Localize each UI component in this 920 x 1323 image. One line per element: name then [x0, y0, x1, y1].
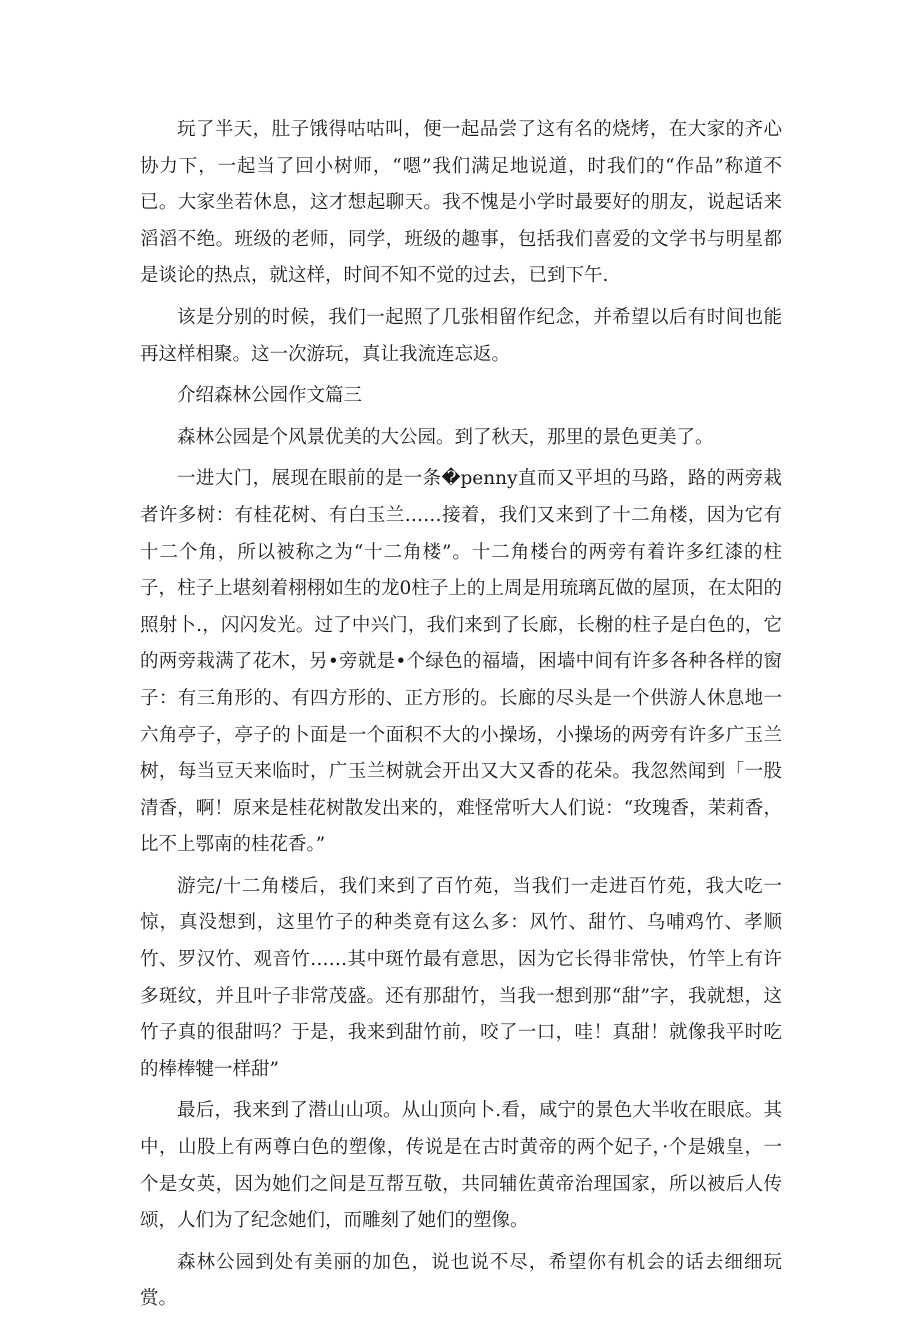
section-title: 介绍森林公园作文篇三 [177, 385, 363, 407]
paragraph: 玩了半天，肚子饿得咕咕叫，便一起品尝了这有名的烧烤，在大家的齐心协力下，一起当了回小树师，“嗯”我们满足地说道，时我们的“作品”称道不已。大家坐若休息，这才想起聊天。我不愧是小学时最要好的朋友，说起话来滔滔不绝。班级的老师，同学，班级的趣事，包括我们喜爱的文学书与明星都是谈论的热点，就这样，时间不知不觉的过去，已到下午. [140, 119, 782, 287]
document-body [140, 112, 782, 1323]
paragraph: 该是分别的时候，我们一起照了几张相留作纪念，并希望以后有时间也能再这样相聚。这一次游玩，真让我流连忘返。 [140, 306, 782, 365]
paragraph: 森林公园到处有美丽的加色，说也说不尽，希望你有机会的话去细细玩赏。 [140, 1251, 782, 1310]
paragraph: 最后，我来到了潜山山项。从山顶向卜.看，咸宁的景色大半收在眼底。其中，山股上有两尊白色的塑像，传说是在古时黄帝的两个妃子，·个是娥皇，一个是女英，因为她们之间是互帮互敬，共同辅佐黄帝治理国家，所以被后人传颂，人们为了纪念她们，而雕刻了她们的塑像。 [140, 1100, 782, 1232]
paragraph: 森林公园是个风景优美的大公园。到了秋天，那里的景色更美了。 [177, 426, 714, 448]
paragraph: 游完/十二角楼后，我们来到了百竹苑，当我们一走进百竹苑，我大吃一惊，真没想到，这里竹子的种类竟有这么多：风竹、甜竹、乌哺鸡竹、孝顺竹、罗汉竹、观音竹……其中斑竹最有意思，因为它长得非常快，竹竿上有许多斑纹，并且叶子非常茂盛。还有那甜竹，当我一想到那“甜”字，我就想，这竹子真的很甜吗？于是，我来到甜竹前，咬了一口，哇！真甜！就像我平时吃的棒棒犍一样甜” [140, 875, 782, 1080]
paragraph: 一进大门，展现在眼前的是一条�penny直而又平坦的马路，路的两旁栽者许多树：有桂花树、有白玉兰……接着，我们又来到了十二角楼，因为它有十二个角，所以被称之为“十二角楼”。十二角楼台的两旁有着许多红漆的柱子，柱子上堪刻着栩栩如生的龙0柱子上的上周是用琉璃瓦做的屋顶，在太阳的照射卜.，闪闪发光。过了中兴门，我们来到了长廊，长榭的柱子是白色的，它的两旁栽满了花木，另•旁就是•个绿色的福墙，困墙中间有许多各种各样的窗子：有三角形的、有四方形的、正方形的。长廊的尽头是一个供游人休息地一六角亭子，亭子的卜面是一个面积不大的小操场，小操场的两旁有许多广玉兰树，每当豆天来临时，广玉兰树就会开出又大又香的花朵。我忽然闻到「一股清香，啊！原来是桂花树散发出来的，难怪常听大人们说：“玫瑰香，茉莉香，比不上鄂南的桂花香。” [140, 468, 782, 856]
